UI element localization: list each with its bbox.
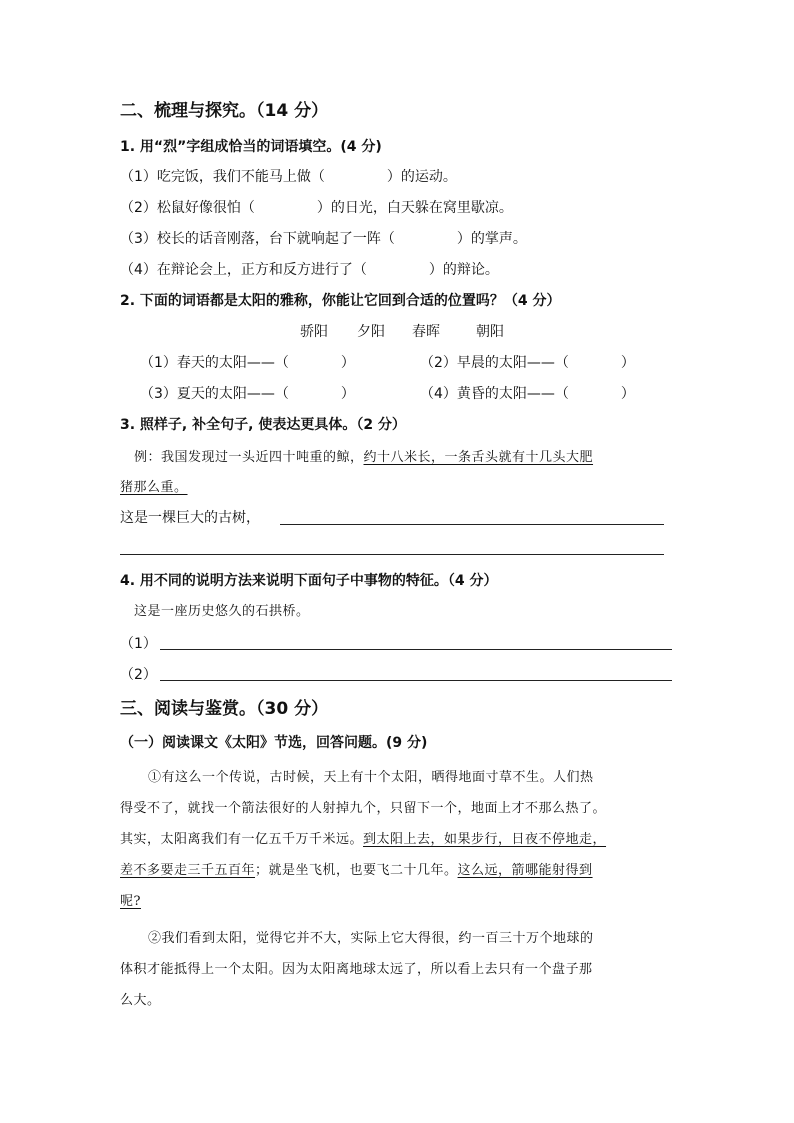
section2-title: 二、梳理与探究。（14 分）: [120, 101, 329, 121]
q3-prompt: 这是一棵巨大的古树，: [120, 510, 260, 526]
q2-item-3: （3）夏天的太阳——（ ）: [140, 386, 355, 402]
part1-title: （一）阅读课文《太阳》节选，回答问题。(9 分): [120, 735, 428, 751]
p1-line-5: 呢?: [120, 894, 141, 909]
q4-label-2: （2）: [120, 667, 157, 683]
q4-sentence: 这是一座历史悠久的石拱桥。: [134, 604, 310, 619]
p1-line-4: 差不多要走三千五百年；就是坐飞机，也要飞二十几年。这么远，箭哪能射得到: [120, 863, 593, 878]
q4-title: 4. 用不同的说明方法来说明下面句子中事物的特征。（4 分）: [120, 573, 498, 589]
q2-word-1: 骄阳: [300, 324, 328, 340]
section3-title: 三、阅读与鉴赏。（30 分）: [120, 699, 329, 719]
q2-word-2: 夕阳: [357, 324, 385, 340]
q1-item-4: （4）在辩论会上，正方和反方进行了（ ）的辩论。: [120, 262, 499, 278]
p2-line-2: 体积才能抵得上一个太阳。因为太阳离地球太远了，所以看上去只有一个盘子那: [120, 962, 593, 977]
p2-line-3: 么大。: [120, 993, 161, 1008]
q1-title: 1. 用“烈”字组成恰当的词语填空。(4 分): [120, 139, 382, 155]
answer-line[interactable]: [120, 554, 664, 555]
p1-line-3: 其实，太阳离我们有一亿五千万千米远。到太阳上去，如果步行，日夜不停地走，: [120, 832, 607, 847]
q2-title: 2. 下面的词语都是太阳的雅称，你能让它回到合适的位置吗？（4 分）: [120, 293, 561, 309]
answer-line[interactable]: [160, 649, 672, 650]
q1-item-1: （1）吃完饭，我们不能马上做（ ）的运动。: [120, 169, 457, 185]
q4-label-1: （1）: [120, 636, 157, 652]
answer-line[interactable]: [280, 524, 664, 525]
p2-line-1: ②我们看到太阳，觉得它并不大，实际上它大得很，约一百三十万个地球的: [148, 931, 594, 946]
q2-word-3: 春晖: [412, 324, 440, 340]
p1-line-2: 得受不了，就找一个箭法很好的人射掉九个，只留下一个，地面上才不那么热了。: [120, 801, 607, 816]
q2-item-4: （4）黄昏的太阳——（ ）: [420, 386, 635, 402]
q1-item-3: （3）校长的话音刚落，台下就响起了一阵（ ）的掌声。: [120, 231, 527, 247]
q2-item-2: （2）早晨的太阳——（ ）: [420, 355, 635, 371]
q3-example-line-1: 例：我国发现过一头近四十吨重的鲸，约十八米长，一条舌头就有十几头大肥: [134, 450, 594, 465]
q2-word-4: 朝阳: [476, 324, 504, 340]
q3-title: 3. 照样子, 补全句子, 使表达更具体。（2 分）: [120, 417, 406, 433]
q1-item-2: （2）松鼠好像很怕（ ）的日光，白天躲在窝里歇凉。: [120, 200, 513, 216]
answer-line[interactable]: [160, 680, 672, 681]
p1-line-1: ①有这么一个传说，古时候，天上有十个太阳，晒得地面寸草不生。人们热: [148, 770, 594, 785]
q3-example-line-2: 猪那么重。: [120, 480, 188, 495]
q2-item-1: （1）春天的太阳——（ ）: [140, 355, 355, 371]
